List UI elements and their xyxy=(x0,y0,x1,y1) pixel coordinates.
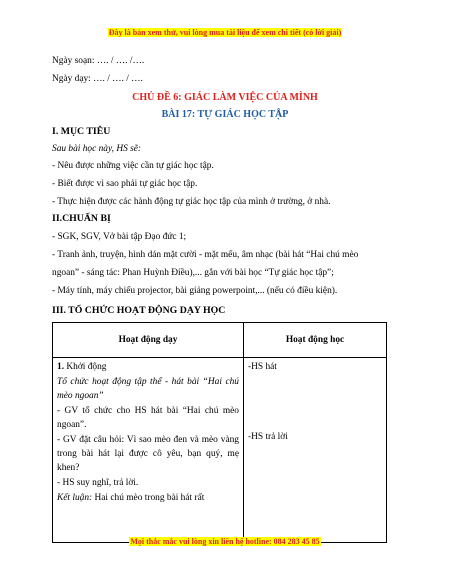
objective-item: - Nêu được những việc cần tự giác học tập. xyxy=(52,161,214,171)
prep-item: - SGK, SGV, Vở bài tập Đạo đức 1; xyxy=(52,232,187,242)
hotline-notice: Mọi thắc mắc vui lòng xin liên hệ hotline: 084 283 45 85 xyxy=(130,537,320,546)
header-teacher: Hoạt động dạy xyxy=(53,323,244,358)
section3-heading: III. TỔ CHỨC HOẠT ĐỘNG DẠY HỌC xyxy=(52,305,226,316)
section1-intro: Sau bài học này, HS sẽ: xyxy=(52,144,142,154)
teacher-activity-cell xyxy=(53,358,244,543)
prep-item: - Máy tính, máy chiếu projector, bài giảng powerpoint,... (nếu có điều kiện). xyxy=(52,286,338,296)
teacher-line: - HS suy nghĩ, trả lời. xyxy=(57,478,139,488)
student-line: -HS trả lời xyxy=(248,432,288,442)
table-header-row xyxy=(53,323,387,358)
student-activity-cell xyxy=(244,358,387,543)
activity-number: 1. xyxy=(57,362,65,372)
topic-title: CHỦ ĐỀ 6: GIÁC LÀM VIỆC CỦA MÌNH xyxy=(132,92,318,103)
conclusion-line xyxy=(57,491,239,505)
conclusion-text: Hai chú mèo trong bài hát rất xyxy=(92,493,205,503)
table-row xyxy=(53,358,387,543)
prep-item: ngoan” - sáng tác: Phan Huỳnh Điều),... gắn với bài học “Tự giác học tập”; xyxy=(52,268,334,278)
organize-line: Tổ chức hoạt động tập thể - hát bài “Hai chú mèo ngoan” xyxy=(57,377,239,401)
activity-name: Khởi động xyxy=(66,362,107,372)
student-line: -HS hát xyxy=(248,362,277,372)
activity-title xyxy=(57,360,239,374)
date-taught: Ngày dạy: …. / …. / …. xyxy=(52,74,143,84)
prep-item: - Tranh ảnh, truyện, hình dán mặt cười - mặt mếu, âm nhạc (bài hát “Hai chú mèo xyxy=(52,250,359,260)
teacher-line: - GV đặt câu hỏi: Vì sao mèo đen và mèo vàng trong bài hát lại được cô yêu, bạn quý, mẹ khen? xyxy=(57,435,239,473)
objective-item: - Thực hiện được các hành động tự giác học tập của mình ở trường, ở nhà. xyxy=(52,197,331,207)
conclusion-label: Kết luận: xyxy=(57,493,93,503)
preview-notice: Đây là bản xem thử, vui lòng mua tài liệu để xem chi tiết (có lời giải) xyxy=(108,28,342,37)
section1-heading: I. MỤC TIÊU xyxy=(52,126,111,137)
activity-table xyxy=(52,322,387,543)
header-student: Hoạt động học xyxy=(244,323,387,358)
date-prepared: Ngày soạn: …. / …. /…. xyxy=(52,56,145,66)
teacher-line: - GV tổ chức cho HS hát bài “Hai chú mèo ngoan”. xyxy=(57,406,239,430)
lesson-title: BÀI 17: TỰ GIÁC HỌC TẬP xyxy=(161,109,289,120)
section2-heading: II.CHUẨN BỊ xyxy=(52,213,111,224)
objective-item: - Biết được vì sao phải tự giác học tập. xyxy=(52,179,198,189)
